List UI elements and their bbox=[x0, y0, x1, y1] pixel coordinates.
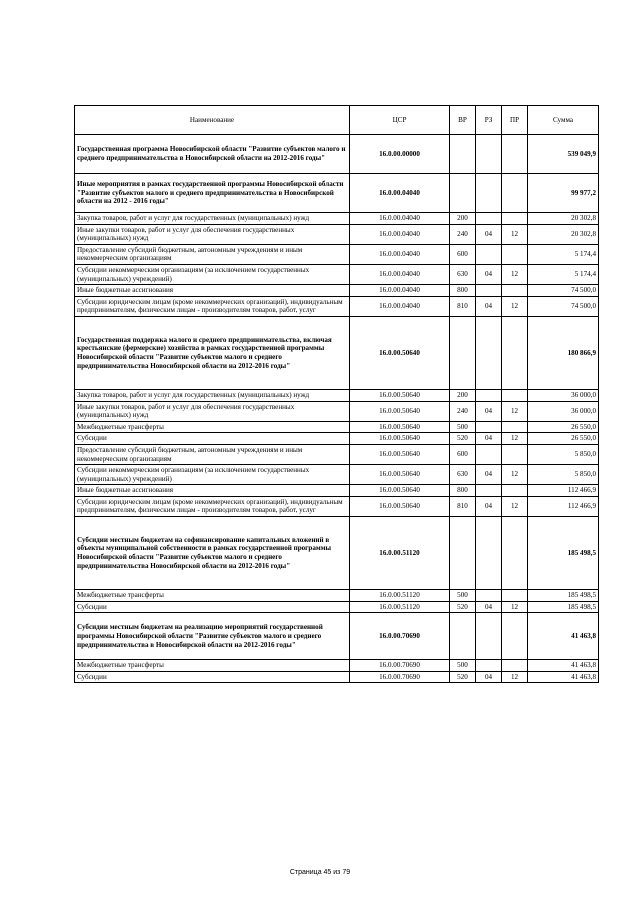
table-row bbox=[75, 285, 599, 297]
cell-pr bbox=[502, 213, 528, 225]
cell-rz bbox=[476, 590, 502, 602]
cell-sum: 112 466,9 bbox=[528, 485, 599, 497]
cell-sum: 20 302,8 bbox=[528, 213, 599, 225]
cell-vr: 200 bbox=[450, 389, 476, 401]
cell-rz bbox=[476, 421, 502, 433]
cell-rz bbox=[476, 613, 502, 660]
header-csr: ЦСР bbox=[350, 106, 450, 135]
cell-vr: 810 bbox=[450, 296, 476, 316]
cell-vr: 520 bbox=[450, 601, 476, 613]
cell-vr bbox=[450, 316, 476, 389]
cell-name: Субсидии bbox=[75, 433, 350, 445]
cell-vr bbox=[450, 135, 476, 174]
table-row bbox=[75, 316, 599, 389]
cell-rz bbox=[476, 660, 502, 672]
table-header-row bbox=[75, 106, 599, 135]
page-number: Страница 45 из 79 bbox=[289, 869, 351, 876]
cell-pr: 12 bbox=[502, 465, 528, 485]
cell-name: Субсидии местным бюджетам на софинансирование капитальных вложений в объекты муниципальной собственности в рамках государственной программы Новосибирской области "Развитие субъектов малого и среднего предпринимательства Новосибирской области на 2012-2016 годы" bbox=[75, 517, 350, 590]
cell-name: Межбюджетные трансферты bbox=[75, 421, 350, 433]
cell-sum: 36 000,0 bbox=[528, 389, 599, 401]
cell-vr: 520 bbox=[450, 433, 476, 445]
cell-csr: 16.0.00.70690 bbox=[350, 671, 450, 683]
cell-csr: 16.0.00.70690 bbox=[350, 613, 450, 660]
cell-csr: 16.0.00.04040 bbox=[350, 213, 450, 225]
cell-sum: 41 463,8 bbox=[528, 671, 599, 683]
cell-pr: 12 bbox=[502, 671, 528, 683]
cell-csr: 16.0.00.04040 bbox=[350, 264, 450, 284]
cell-csr: 16.0.00.00000 bbox=[350, 135, 450, 174]
cell-name: Закупка товаров, работ и услуг для государственных (муниципальных) нужд bbox=[75, 213, 350, 225]
cell-sum: 185 498,5 bbox=[528, 601, 599, 613]
cell-vr: 500 bbox=[450, 421, 476, 433]
cell-sum: 185 498,5 bbox=[528, 517, 599, 590]
cell-pr: 12 bbox=[502, 601, 528, 613]
table-row bbox=[75, 485, 599, 497]
cell-sum: 99 977,2 bbox=[528, 174, 599, 213]
cell-sum: 180 866,9 bbox=[528, 316, 599, 389]
table-body bbox=[75, 135, 599, 683]
table-row bbox=[75, 444, 599, 464]
cell-rz: 04 bbox=[476, 465, 502, 485]
cell-pr bbox=[502, 316, 528, 389]
cell-vr: 810 bbox=[450, 496, 476, 516]
cell-csr: 16.0.00.50640 bbox=[350, 316, 450, 389]
cell-pr bbox=[502, 613, 528, 660]
cell-sum: 41 463,8 bbox=[528, 660, 599, 672]
cell-sum: 74 500,0 bbox=[528, 285, 599, 297]
cell-vr: 500 bbox=[450, 660, 476, 672]
cell-rz bbox=[476, 213, 502, 225]
cell-pr bbox=[502, 590, 528, 602]
cell-csr: 16.0.00.04040 bbox=[350, 174, 450, 213]
cell-rz: 04 bbox=[476, 296, 502, 316]
table-row bbox=[75, 465, 599, 485]
table-row bbox=[75, 421, 599, 433]
cell-rz bbox=[476, 517, 502, 590]
cell-sum: 112 466,9 bbox=[528, 496, 599, 516]
budget-table bbox=[74, 105, 599, 683]
table-row bbox=[75, 517, 599, 590]
cell-vr bbox=[450, 174, 476, 213]
cell-pr bbox=[502, 244, 528, 264]
cell-pr: 12 bbox=[502, 264, 528, 284]
cell-name: Субсидии некоммерческим организациям (за исключением государственных (муниципальных) учреждений) bbox=[75, 264, 350, 284]
cell-sum: 26 550,0 bbox=[528, 421, 599, 433]
cell-vr bbox=[450, 517, 476, 590]
table-row bbox=[75, 671, 599, 683]
cell-pr: 12 bbox=[502, 296, 528, 316]
cell-csr: 16.0.00.50640 bbox=[350, 433, 450, 445]
cell-rz: 04 bbox=[476, 401, 502, 421]
table-row bbox=[75, 213, 599, 225]
cell-rz: 04 bbox=[476, 496, 502, 516]
cell-vr: 520 bbox=[450, 671, 476, 683]
cell-vr: 800 bbox=[450, 485, 476, 497]
table-row bbox=[75, 613, 599, 660]
cell-vr: 600 bbox=[450, 244, 476, 264]
cell-pr bbox=[502, 135, 528, 174]
header-name: Наименование bbox=[75, 106, 350, 135]
table-row bbox=[75, 401, 599, 421]
cell-csr: 16.0.00.51120 bbox=[350, 517, 450, 590]
cell-name: Иные закупки товаров, работ и услуг для обеспечения государственных (муниципальных) нужд bbox=[75, 224, 350, 244]
cell-sum: 185 498,5 bbox=[528, 590, 599, 602]
table-row bbox=[75, 244, 599, 264]
cell-sum: 26 550,0 bbox=[528, 433, 599, 445]
cell-rz: 04 bbox=[476, 601, 502, 613]
cell-csr: 16.0.00.70690 bbox=[350, 660, 450, 672]
cell-name: Субсидии юридическим лицам (кроме некоммерческих организаций), индивидуальным предпринимателям, физическим лицам - производителям товаров, работ, услуг bbox=[75, 496, 350, 516]
cell-name: Субсидии bbox=[75, 671, 350, 683]
table-row bbox=[75, 660, 599, 672]
cell-csr: 16.0.00.04040 bbox=[350, 244, 450, 264]
cell-name: Межбюджетные трансферты bbox=[75, 660, 350, 672]
cell-rz: 04 bbox=[476, 433, 502, 445]
cell-name: Иные бюджетные ассигнования bbox=[75, 485, 350, 497]
cell-csr: 16.0.00.51120 bbox=[350, 601, 450, 613]
cell-rz bbox=[476, 389, 502, 401]
cell-rz bbox=[476, 316, 502, 389]
cell-name: Субсидии юридическим лицам (кроме некоммерческих организаций), индивидуальным предпринимателям, физическим лицам - производителям товаров, работ, услуг bbox=[75, 296, 350, 316]
table-row bbox=[75, 590, 599, 602]
cell-pr bbox=[502, 517, 528, 590]
cell-vr: 800 bbox=[450, 285, 476, 297]
cell-pr bbox=[502, 285, 528, 297]
cell-sum: 41 463,8 bbox=[528, 613, 599, 660]
cell-vr: 500 bbox=[450, 590, 476, 602]
cell-sum: 5 850,0 bbox=[528, 444, 599, 464]
table-row bbox=[75, 389, 599, 401]
cell-name: Предоставление субсидий бюджетным, автономным учреждениям и иным некоммерческим организациям bbox=[75, 444, 350, 464]
cell-name: Субсидии местным бюджетам на реализацию мероприятий государственной программы Новосибирской области "Развитие субъектов малого и среднего предпринимательства в Новосибирской области на 2012-2016 годы" bbox=[75, 613, 350, 660]
cell-csr: 16.0.00.51120 bbox=[350, 590, 450, 602]
table-row bbox=[75, 174, 599, 213]
table-row bbox=[75, 496, 599, 516]
cell-csr: 16.0.00.50640 bbox=[350, 389, 450, 401]
cell-name: Государственная поддержка малого и среднего предпринимательства, включая крестьянские (фермерские) хозяйства в рамках государственной программы Новосибирской области "Развитие субъектов малого и среднего предпринимательства Новосибирской области на 2012-2016 годы" bbox=[75, 316, 350, 389]
cell-name: Межбюджетные трансферты bbox=[75, 590, 350, 602]
cell-name: Иные бюджетные ассигнования bbox=[75, 285, 350, 297]
cell-name: Иные мероприятия в рамках государственной программы Новосибирской области "Развитие субъектов малого и среднего предпринимательства в Новосибирской области на 2012 - 2016 годы" bbox=[75, 174, 350, 213]
cell-rz bbox=[476, 174, 502, 213]
cell-rz: 04 bbox=[476, 264, 502, 284]
cell-sum: 5 850,0 bbox=[528, 465, 599, 485]
cell-rz bbox=[476, 285, 502, 297]
cell-csr: 16.0.00.50640 bbox=[350, 421, 450, 433]
table-row bbox=[75, 296, 599, 316]
cell-vr: 630 bbox=[450, 465, 476, 485]
cell-pr: 12 bbox=[502, 401, 528, 421]
header-vr: ВР bbox=[450, 106, 476, 135]
cell-vr bbox=[450, 613, 476, 660]
cell-vr: 630 bbox=[450, 264, 476, 284]
cell-rz bbox=[476, 444, 502, 464]
cell-name: Государственная программа Новосибирской области "Развитие субъектов малого и среднего предпринимательства в Новосибирской области на 2012-2016 годы" bbox=[75, 135, 350, 174]
cell-csr: 16.0.00.04040 bbox=[350, 285, 450, 297]
cell-rz bbox=[476, 135, 502, 174]
cell-csr: 16.0.00.50640 bbox=[350, 485, 450, 497]
cell-csr: 16.0.00.50640 bbox=[350, 465, 450, 485]
cell-name: Закупка товаров, работ и услуг для государственных (муниципальных) нужд bbox=[75, 389, 350, 401]
cell-vr: 240 bbox=[450, 224, 476, 244]
cell-rz bbox=[476, 244, 502, 264]
cell-pr: 12 bbox=[502, 496, 528, 516]
cell-pr bbox=[502, 485, 528, 497]
cell-vr: 600 bbox=[450, 444, 476, 464]
table-row bbox=[75, 433, 599, 445]
cell-rz: 04 bbox=[476, 671, 502, 683]
table-row bbox=[75, 264, 599, 284]
document-page bbox=[74, 105, 598, 683]
cell-csr: 16.0.00.04040 bbox=[350, 224, 450, 244]
cell-csr: 16.0.00.04040 bbox=[350, 296, 450, 316]
cell-pr bbox=[502, 444, 528, 464]
cell-sum: 5 174,4 bbox=[528, 264, 599, 284]
table-row bbox=[75, 135, 599, 174]
table-row bbox=[75, 224, 599, 244]
cell-name: Субсидии bbox=[75, 601, 350, 613]
table-row bbox=[75, 601, 599, 613]
cell-sum: 539 049,9 bbox=[528, 135, 599, 174]
cell-sum: 36 000,0 bbox=[528, 401, 599, 421]
header-sum: Сумма bbox=[528, 106, 599, 135]
header-rz: РЗ bbox=[476, 106, 502, 135]
cell-vr: 240 bbox=[450, 401, 476, 421]
cell-rz: 04 bbox=[476, 224, 502, 244]
cell-pr bbox=[502, 389, 528, 401]
cell-name: Предоставление субсидий бюджетным, автономным учреждениям и иным некоммерческим организациям bbox=[75, 244, 350, 264]
cell-pr bbox=[502, 421, 528, 433]
cell-pr: 12 bbox=[502, 433, 528, 445]
cell-name: Субсидии некоммерческим организациям (за исключением государственных (муниципальных) учреждений) bbox=[75, 465, 350, 485]
cell-name: Иные закупки товаров, работ и услуг для обеспечения государственных (муниципальных) нужд bbox=[75, 401, 350, 421]
cell-rz bbox=[476, 485, 502, 497]
cell-csr: 16.0.00.50640 bbox=[350, 496, 450, 516]
cell-vr: 200 bbox=[450, 213, 476, 225]
cell-sum: 74 500,0 bbox=[528, 296, 599, 316]
cell-pr: 12 bbox=[502, 224, 528, 244]
cell-csr: 16.0.00.50640 bbox=[350, 444, 450, 464]
header-pr: ПР bbox=[502, 106, 528, 135]
cell-csr: 16.0.00.50640 bbox=[350, 401, 450, 421]
cell-sum: 20 302,8 bbox=[528, 224, 599, 244]
cell-pr bbox=[502, 660, 528, 672]
cell-sum: 5 174,4 bbox=[528, 244, 599, 264]
cell-pr bbox=[502, 174, 528, 213]
